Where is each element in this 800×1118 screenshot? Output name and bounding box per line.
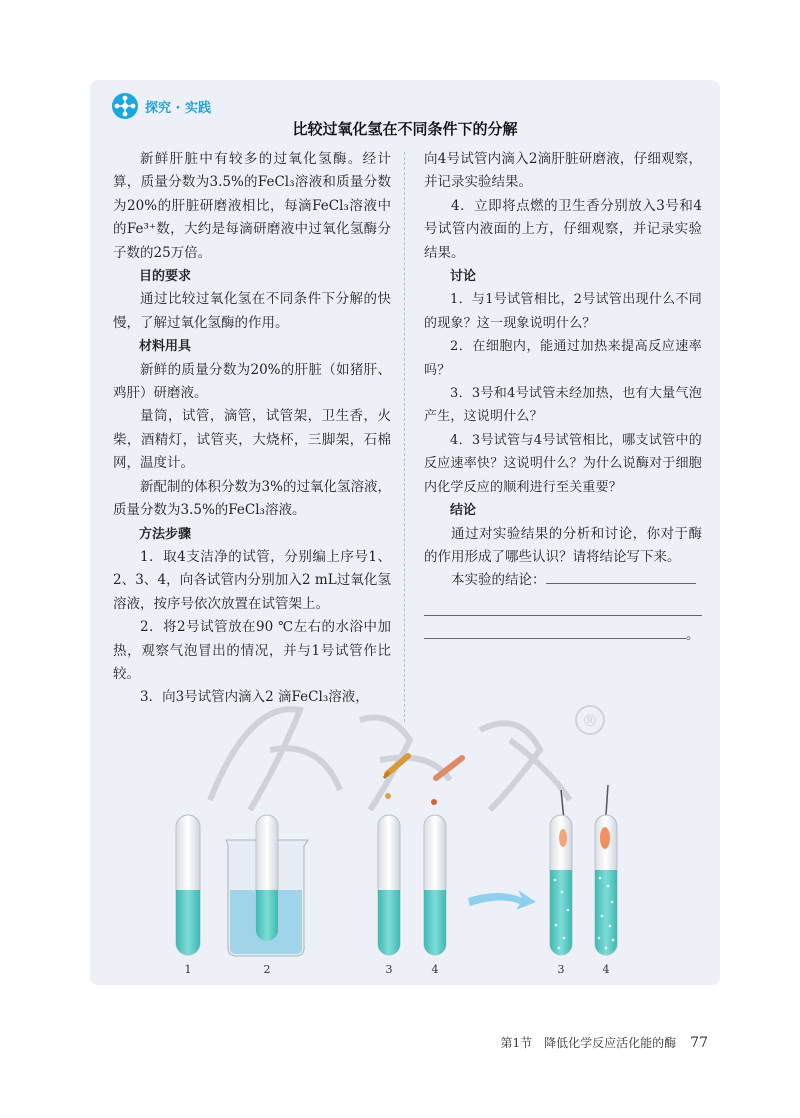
step-1: 1．取4支洁净的试管，分别编上序号1、2、3、4，向各试管内分别加入2 mL过氧化氢溶液，按序号依次放置在试管架上。 [113, 548, 391, 612]
page-title: 比较过氧化氢在不同条件下的分解 [292, 120, 518, 138]
purpose-paragraph: 通过比较过氧化氢在不同条件下分解的快慢，了解过氧化氢酶的作用。 [113, 291, 391, 331]
dropper-liver [431, 758, 462, 805]
dropper-fecl3 [384, 756, 408, 799]
process-arrow-icon [468, 890, 536, 910]
discussion-heading: 讨论 [450, 269, 477, 285]
page-footer [501, 1034, 708, 1051]
materials-heading: 材料用具 [139, 339, 192, 355]
step-4: 4．立即将点燃的卫生香分别放入3号和4号试管内液面的上方，仔细观察，并记录实验结果。 [424, 197, 702, 261]
discussion-q2: 2．在细胞内，能通过加热来提高反应速率吗？ [424, 339, 702, 378]
experiment-figure [90, 720, 720, 980]
method-heading: 方法步骤 [139, 526, 192, 542]
intro-paragraph: 新鲜肝脏中有较多的过氧化氢酶。经计算，质量分数为3.5%的FeCl₃溶液和质量分数为20%的肝脏研磨液相比，每滴FeCl₃溶液中的Fe³⁺数，大约是每滴研磨液中过氧化氢酶分子数的25万倍。 [113, 151, 391, 261]
step-3: 3．向3号试管内滴入2 滴FeCl₃溶液， [140, 689, 369, 706]
label-tube-4-result: 4 [602, 963, 610, 976]
column-divider [404, 152, 405, 722]
answer-end: 。 [686, 626, 700, 643]
test-tube-3-result [550, 790, 572, 955]
answer-prompt-line [424, 569, 702, 592]
test-tube-3 [378, 815, 400, 955]
label-tube-1: 1 [184, 963, 192, 976]
test-tube-4-result [595, 785, 617, 955]
answer-blank-1[interactable] [546, 569, 696, 584]
answer-prompt: 本实验的结论： [451, 572, 546, 589]
test-tube-4 [424, 815, 446, 955]
right-column [424, 148, 702, 647]
step-2: 2．将2号试管放在90 ℃左右的水浴中加热，观察气泡冒出的情况，并与1号试管作比较。 [113, 619, 391, 682]
conclusion-paragraph: 通过对实验结果的分析和讨论，你对于酶的作用形成了哪些认识？请将结论写下来。 [424, 525, 702, 565]
molecule-icon [111, 92, 139, 120]
watermark-mark: ® [582, 711, 598, 730]
materials-paragraph-1: 新鲜的质量分数为20%的肝脏（如猪肝、鸡肝）研磨液。 [113, 361, 391, 402]
label-tube-3-result: 3 [557, 963, 565, 976]
discussion-q1: 1．与1号试管相比，2号试管出现什么不同的现象？这一现象说明什么？ [424, 292, 702, 331]
answer-blank-2[interactable] [424, 593, 702, 616]
section-title: 第1节 降低化学反应活化能的酶 [500, 1036, 677, 1050]
conclusion-heading: 结论 [450, 503, 477, 519]
materials-paragraph-2: 量筒，试管，滴管，试管架，卫生香，火柴，酒精灯，试管夹，大烧杯，三脚架，石棉网，温度计。 [113, 408, 391, 472]
test-tube-2 [256, 815, 278, 941]
test-tube-1 [176, 815, 200, 955]
materials-paragraph-3: 新配制的体积分数为3%的过氧化氢溶液，质量分数为3.5%的FeCl₃溶液。 [113, 478, 391, 519]
label-tube-4: 4 [431, 963, 439, 976]
left-column [113, 148, 391, 710]
discussion-q4: 4．3号试管与4号试管相比，哪支试管中的反应速率快？这说明什么？为什么说酶对于细胞内化学反应的顺利进行至关重要？ [424, 432, 702, 495]
badge-label: 探究 · 实践 [145, 100, 211, 116]
answer-blank-3[interactable] [424, 616, 686, 639]
label-tube-3: 3 [385, 963, 393, 976]
discussion-q3: 3．3号和4号试管未经加热，也有大量气泡产生，这说明什么？ [424, 386, 702, 425]
purpose-heading: 目的要求 [139, 269, 192, 285]
label-tube-2: 2 [263, 963, 271, 976]
step-3-continued: 向4号试管内滴入2滴肝脏研磨液，仔细观察，并记录实验结果。 [424, 151, 702, 191]
section-badge [111, 92, 211, 120]
page-number: 77 [690, 1034, 708, 1051]
